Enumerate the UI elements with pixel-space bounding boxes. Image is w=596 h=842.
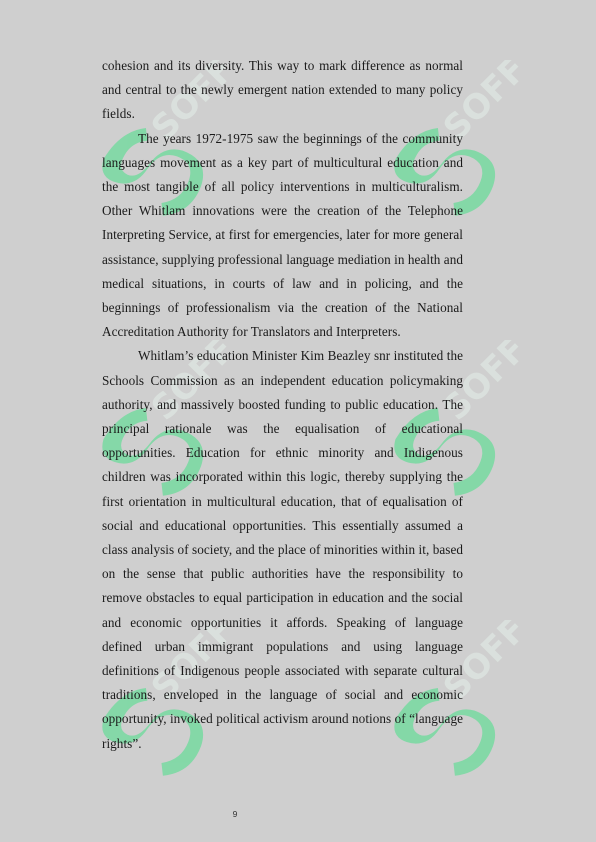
watermark-text: SOFF <box>143 340 228 429</box>
watermark-text: SOFF <box>143 620 228 709</box>
paragraph-community-languages: The years 1972-1975 saw the beginnings of the community languages movement as a key part of multicultural education and the most tangible of all policy interventions in multiculturalism. Other Whitlam innovations were the creation of the Telephone Interpreting Service, at first for emergencies, later for more general assistance, supplying professional language mediation in health and medical situations, in courts of law and in policing, and the beginnings of professionalism via the creation of the National Accreditation Authority for Translators and Interpreters. <box>102 130 463 340</box>
page-number: 9 <box>232 809 238 819</box>
watermark-text: SOFF <box>435 340 520 429</box>
watermark-text: SOFF <box>143 60 228 149</box>
paragraph-schools-commission: Whitlam’s education Minister Kim Beazley snr instituted the Schools Commission as an independent education policymaking authority, and massively boosted funding to public education. The principal rationale was the equalisation of educational opportunities. Education for ethnic minority and Indigenous children was incorporated within this logic, thereby supplying the first orientation in multicultural education, that of equalisation of social and educational opportunities. This essentially assumed a class analysis of society, and the place of minorities within it, based on the sense that public authorities have the responsibility to remove obstacles to equal participation in education and the social and economic opportunities it affords. Speaking of language defined urban immigrant populations and using language definitions of Indigenous people associated with separate cultural traditions, enveloped in the language of social and economic opportunity, invoked political activism around notions of “language rights”. <box>102 348 463 751</box>
paragraph-continuation: cohesion and its diversity. This way to mark difference as normal and central to the newly emergent nation extended to many policy fields. <box>102 58 463 122</box>
watermark-text: SOFF <box>435 60 520 149</box>
watermark-text: SOFF <box>435 620 520 709</box>
page-body <box>102 54 463 756</box>
